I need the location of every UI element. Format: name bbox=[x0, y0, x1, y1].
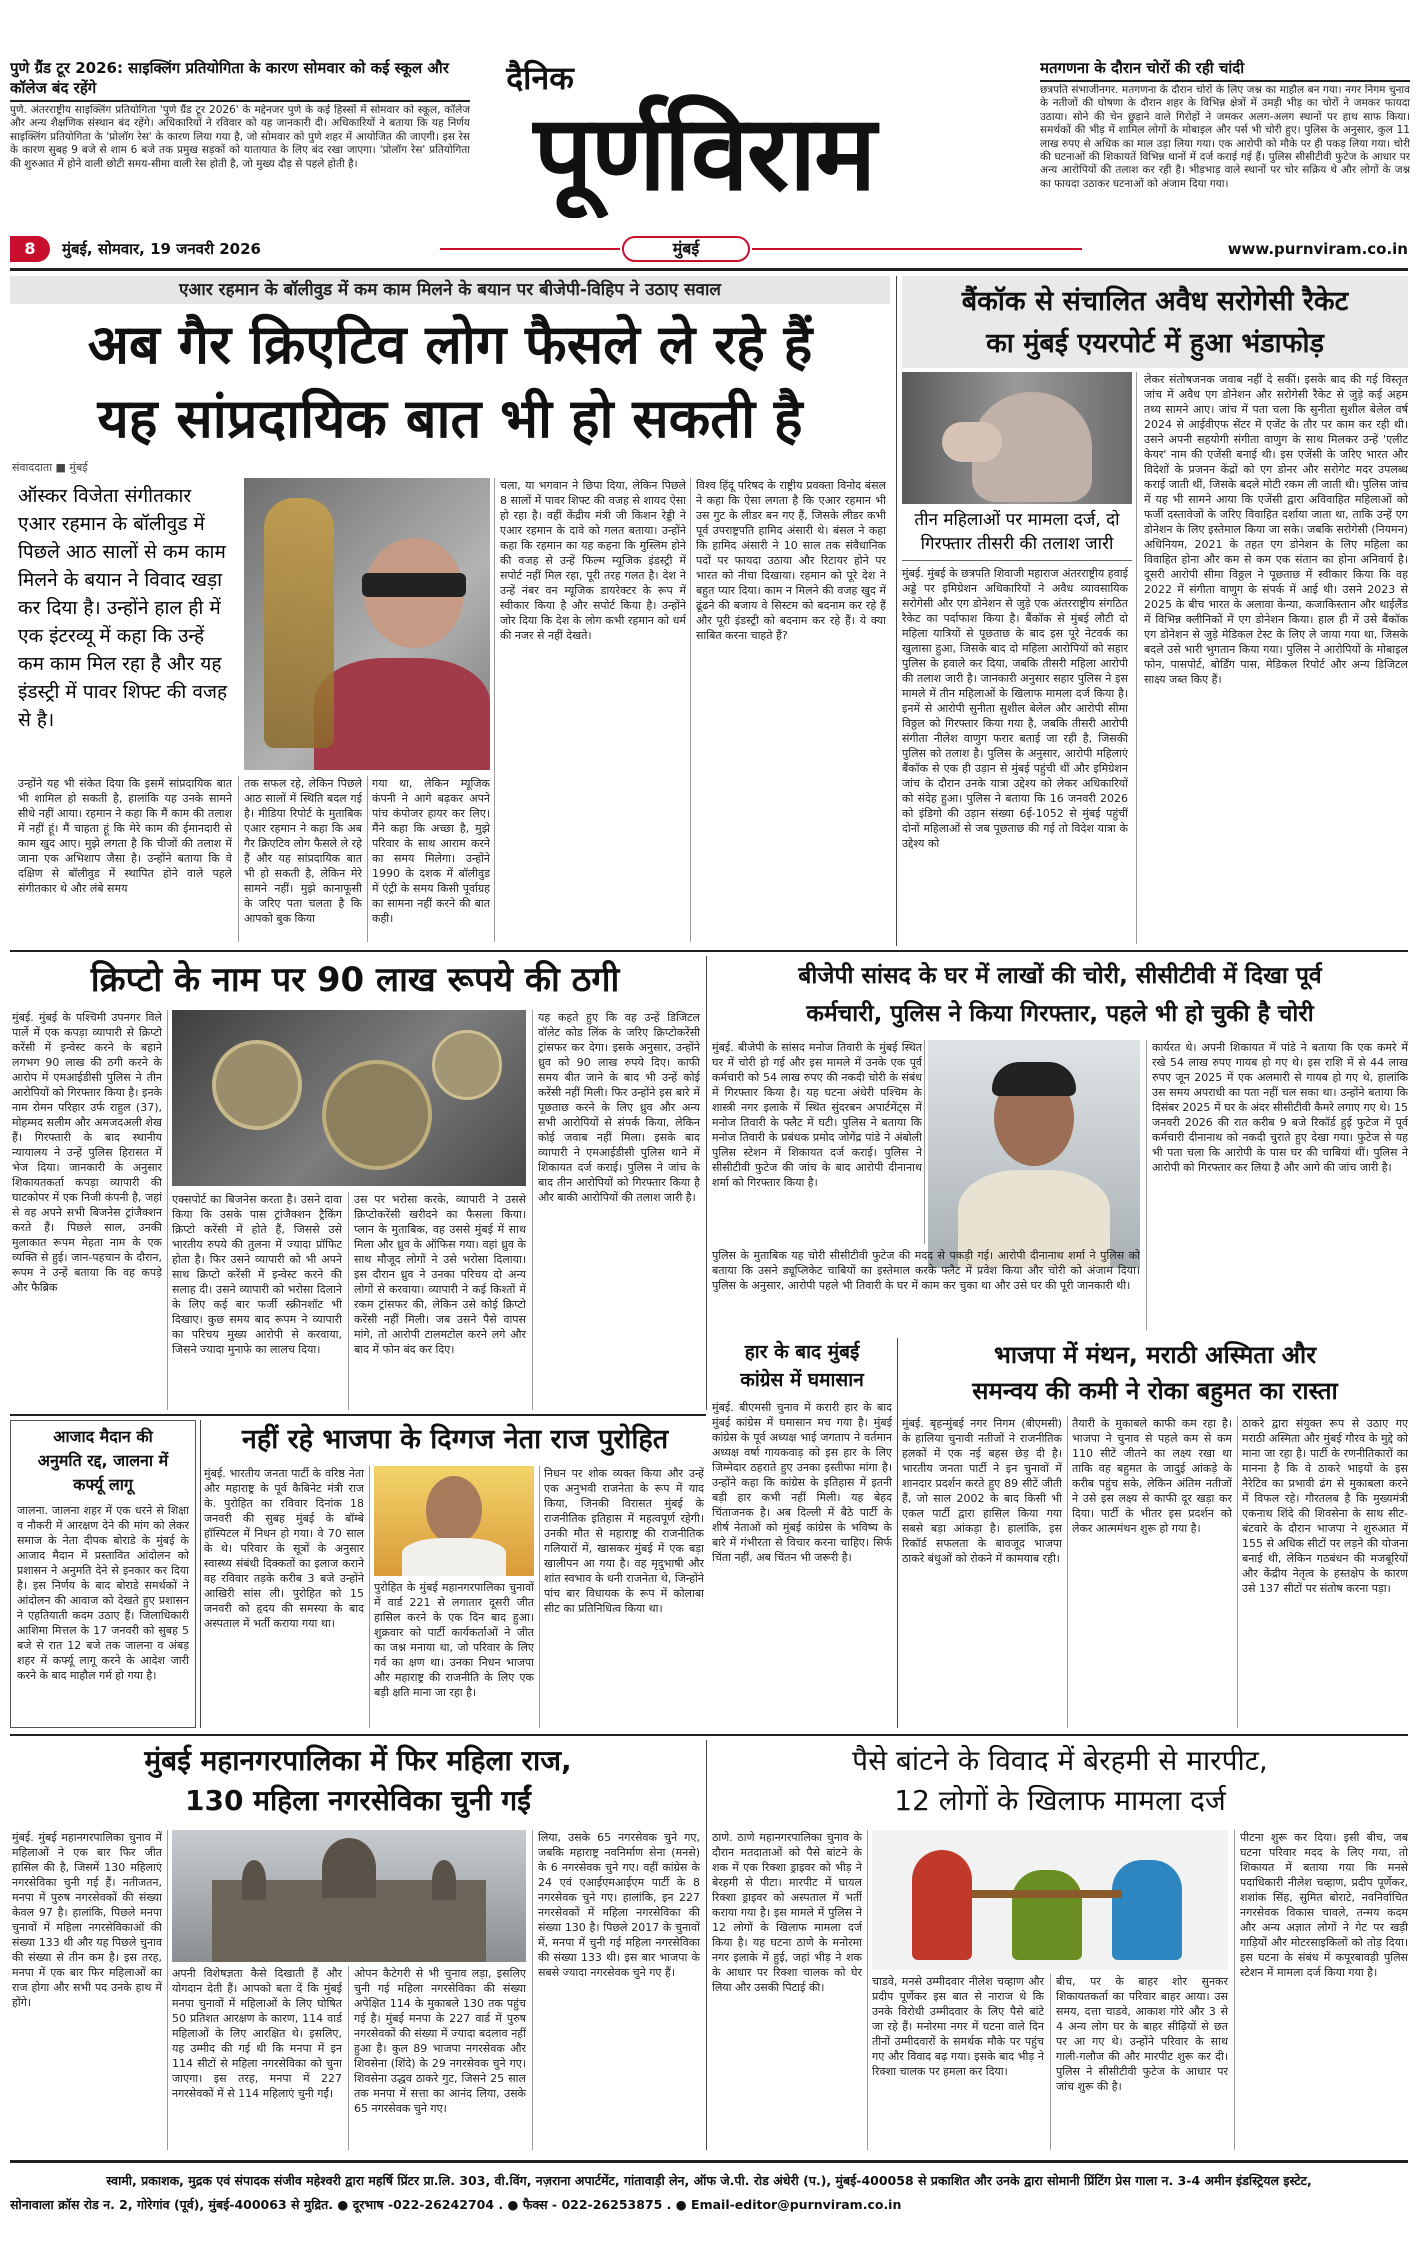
a9-col2: अपनी विशेषज्ञता कैसे दिखाती हैं और योगदान देती हैं। आपको बता दें कि मुंबई मनपा चुनावों में महिलाओं के लिए घोषित 50 प्रतिशत आरक्षण के कारण, 114 वार्ड महिलाओं के लिए आरक्षित थे। इसलिए, यह उम्मीद की गई थी कि मनपा में इन 114 सीटों से महिला नगरसेविका को चुना जाएगा। इस तरह, मनपा में 227 नगरसेवकों में से 114 महिलाएं चुनी गईं। bbox=[172, 1967, 342, 2100]
a4-photo-manoj-tiwari bbox=[928, 1040, 1140, 1268]
a4-col1: मुंबई. बीजेपी के सांसद मनोज तिवारी के मुंबई स्थित घर में चोरी हो गई और इस मामले में उनके एक पूर्व कर्मचारी को 54 लाख रुपए की नकदी चोरी के संबंध में गिरफ्तार किया है। यह घटना अंधेरी पश्चिम के शास्त्री नगर इलाके में स्थित सुंदरबन अपार्टमेंट्स में मनोज तिवारी के फ्लैट में घटी। पुलिस ने बताया कि मनोज तिवारी के प्रबंधक प्रमोद जोगेंद्र पांडे ने अंबोली पुलिस स्टेशन में शिकायत दर्ज कराई। पुलिस ने सीसीटीवी फुटेज की जांच के बाद आरोपी दीनानाथ शर्मा को गिरफ्तार किया है। bbox=[712, 1041, 922, 1189]
edition-badge bbox=[622, 236, 750, 262]
a9-headline-1: मुंबई महानगरपालिका में फिर महिला राज, bbox=[144, 1744, 572, 1777]
a6-headline-3: कर्फ्यू लागू bbox=[73, 1475, 133, 1494]
footer-imprint-line-2: सोनावाला क्रॉस रोड न. 2, गोरेगांव (पूर्व), मुंबई-400063 से मुद्रित. ● दूरभाष -022-26242704 . ● फैक्स - 022-26253875 . ● Email-editor@purnviram.co.in bbox=[10, 2197, 902, 2212]
a10-headline-2: 12 लोगों के खिलाफ मामला दर्ज bbox=[894, 1784, 1226, 1817]
page-number: 8 bbox=[24, 239, 36, 258]
a6-headline-1: आजाद मैदान की bbox=[53, 1427, 153, 1446]
a1-col5: विश्व हिंदू परिषद के राष्ट्रीय प्रवक्ता विनोद बंसल ने कहा कि ऐसा लगता है कि एआर रहमान भी उस गुट के लीडर बन गए हैं, जिसके लीडर कभी पूर्व उपराष्ट्रपति हामिद अंसारी थे। बंसल ने कहा कि हामिद अंसारी ने 10 साल तक संवैधानिक पदों पर फायदा उठाया और रिटायर होने पर भारत को नीचा दिखाया। रहमान को पूरे देश ने बहुत प्यार दिया। काम न मिलने की वजह खुद में ढूंढने की बजाय वे सिस्टम को बदनाम कर रहे हैं और पूरी इंडस्ट्री को बदनाम कर रहे हैं। ये क्या साबित करना चाहते हैं? bbox=[696, 479, 886, 642]
a4-col3: कार्यरत थे। अपनी शिकायत में पांडे ने बताया कि एक कमरे में रखे 54 लाख रुपए गायब हो गए थे। इस राशि में से 44 लाख रुपए जून 2025 में एक अलमारी से गायब हो गए थे, हालांकि उस समय अपराधी का पता नहीं चल सका था। उन्होंने बताया कि दिसंबर 2025 में घर के अंदर सीसीटीवी कैमरे लगाए गए थे। 15 जनवरी 2026 की रात करीब 9 बजे रिकॉर्ड हुई फुटेज में पूर्व कर्मचारी दीनानाथ को नकदी चुराते हुए देखा गया। फुटेज से यह भी पता चला कि आरोपी के पास घर की चाबियां थीं। पुलिस ने आरोपी को गिरफ्तार कर लिया है और आगे की जांच जारी है। bbox=[1152, 1041, 1408, 1174]
a9-photo-bmc-building bbox=[172, 1830, 526, 1962]
a1-col1: उन्होंने यह भी संकेत दिया कि इसमें सांप्रदायिक बात भी शामिल हो सकती है, हालांकि यह उनके सामने सीधे नहीं आया। रहमान ने कहा कि मैं काम की तलाश में नहीं हूं। मैं चाहता हूं कि मेरे काम की ईमानदारी से काम खुद आए। मुझे लगता है कि चीजों की तलाश में जाना एक अभिशाप जैसा है। उन्होंने बताया कि वे दक्षिण से बॉलीवुड में स्थापित होने वाले पहले संगीतकार थे और लंबे समय bbox=[18, 777, 232, 895]
edition-label: मुंबई bbox=[672, 239, 700, 258]
a2-col1: मुंबई. मुंबई के छत्रपति शिवाजी महाराज अंतरराष्ट्रीय हवाई अड्डे पर इमिग्रेशन अधिकारियों ने अवैध व्यावसायिक सरोगेसी और एग डोनेशन से जुड़े एक अंतरराष्ट्रीय संगठित रैकेट का पर्दाफाश किया है। बैंकॉक से मुंबई लौटी दो महिला यात्रियों से पूछताछ के बाद इस पूरे नेटवर्क का खुलासा हुआ, जिसके बाद दो महिला आरोपियों को सहार पुलिस के हवाले कर दिया, जबकि तीसरी महिला आरोपी की तलाश जारी है। जानकारी अनुसार सहार पुलिस ने इस मामले में तीन महिलाओं के खिलाफ मामला दर्ज किया है। इनमें से आरोपी सुनीता सुशील बेलेल और आरोपी सीमा विठ्ठल को गिरफ्तार किया गया है, जबकि तीसरी आरोपी संगीता नीलेश वाणुग फरार बताई जा रही है, जिसकी पुलिस को तलाश है। पुलिस के अनुसार, आरोपी महिलाएं बैंकॉक से एक ही उड़ान से मुंबई पहुंची थीं और इमिग्रेशन जांच के दौरान उनके यात्रा उद्देश्य को लेकर अधिकारियों को संदेह हुआ। पुलिस ने बताया कि 16 जनवरी 2026 को इंडिगो की उड़ान संख्या 6ई-1052 से मुंबई पहुंचीं दोनों महिलाओं से जब पूछताछ की गई तो विदेश यात्रा के उद्देश्य को bbox=[902, 567, 1128, 850]
a7-col2: पुरोहित के मुंबई महानगरपालिका चुनावों में वार्ड 221 से लगातार दूसरी जीत हासिल करने के एक दिन बाद हुआ। शुक्रवार को पार्टी कार्यकर्ताओं ने जीत का जश्न मनाया था, जो परिवार के लिए गर्व का क्षण था। उनका निधन भाजपा और महाराष्ट्र की राजनीति के लिए एक बड़ी क्षति माना जा रहा है। bbox=[374, 1581, 534, 1699]
a1-deck: ऑस्कर विजेता संगीतकार एआर रहमान के बॉलीवुड में पिछले आठ सालों से कम काम मिलने के बयान ने विवाद खड़ा कर दिया है। उन्होंने हाल ही में एक इंटरव्यू में कहा कि उन्हें कम काम मिल रहा है और यह इंडस्ट्री में पावर शिफ्ट की वजह से है। bbox=[18, 485, 228, 731]
a8-text: मुंबई. बीएमसी चुनाव में करारी हार के बाद मुंबई कांग्रेस में घमासान मच गया है। मुंबई कांग्रेस के पूर्व अध्यक्ष भाई जगताप ने वर्तमान अध्यक्ष वर्षा गायकवाड़ को इस हार के लिए जिम्मेदार ठहराते हुए उनका इस्तीफा मांगा है। उन्होंने कहा कि कांग्रेस के इतिहास में इतनी बड़ी हार कभी नहीं मिली। यह बेहद चिंताजनक है। अब दिल्ली में बैठे पार्टी के शीर्ष नेताओं को मुंबई कांग्रेस के भविष्य के बारे में गंभीरता से विचार करना चाहिए। सिर्फ चिंता नहीं, अब चिंतन भी जरूरी है। bbox=[712, 1401, 892, 1564]
a1-headline-2: यह सांप्रदायिक बात भी हो सकती है bbox=[97, 387, 803, 450]
a5-col3: ठाकरे द्वारा संयुक्त रूप से उठाए गए मराठी अस्मिता और मुंबई गौरव के मुद्दे को माना जा रहा है। पार्टी के रणनीतिकारों का मानना है कि वे ठाकरे भाइयों के इस नैरेटिव का प्रभावी ढंग से मुकाबला करने में विफल रहे। गौरतलब है कि मुख्यमंत्री एकनाथ शिंदे की शिवसेना के साथ सीट-बंटवारे के दौरान भाजपा ने शुरुआत में 155 से अधिक सीटों पर लड़ने की योजना बनाई थी, लेकिन गठबंधन की मजबूरियों और केंद्रीय नेतृत्व के हस्तक्षेप के कारण उसे 137 सीटों पर संतोष करना पड़ा। bbox=[1242, 1417, 1408, 1595]
a5-headline-2: समन्वय की कमी ने रोका बहुमत का रास्ता bbox=[972, 1377, 1338, 1405]
a3-headline: क्रिप्टो के नाम पर 90 लाख रूपये की ठगी bbox=[90, 960, 620, 1000]
a2-headline-box bbox=[902, 276, 1408, 368]
a3-col2: एक्सपोर्ट का बिजनेस करता है। उसने दावा किया कि उसके पास ट्रांजैक्शन ट्रैकिंग क्रिप्टो करेंसी में होते हैं, जिससे उसे भारतीय रुपये की तुलना में ज्यादा प्रॉफिट होता है। फिर उसने व्यापारी को भी अपने साथ क्रिप्टो करेंसी में इन्वेस्ट करने की सलाह दी। उसने व्यापारी को भरोसा दिलाने के लिए कई बार फर्जी स्क्रीनशॉट भी दिखाए। कुछ समय बाद रूपम ने व्यापारी का परिचय मुख्य आरोपी से करवाया, जिसने ज्यादा मुनाफे का लालच दिया। bbox=[172, 1193, 342, 1356]
a10-col2: चाडवे, मनसे उम्मीदवार नीलेश चव्हाण और प्रदीप पूर्णेकर इस बात से नाराज थे कि उनके विरोधी उम्मीदवार के लिए पैसे बांटे जा रहे हैं। मनोरमा नगर में घटना वाले दिन तीनों उम्मीदवारों के समर्थक मौके पर पहुंच गए और विवाद बढ़ गया। इसके बाद भीड़ ने रिक्शा चालक पर हमला कर दिया। bbox=[872, 1975, 1044, 2078]
a9-headline-2: 130 महिला नगरसेविका चुनी गईं bbox=[185, 1784, 531, 1817]
a5-col1: मुंबई. बृहन्मुंबई नगर निगम (बीएमसी) के हालिया चुनावी नतीजों ने राजनीतिक हलकों में एक नई बहस छेड़ दी है। भारतीय जनता पार्टी ने इन चुनावों में शानदार प्रदर्शन करते हुए 89 सीटें जीती हैं, जो साल 2002 के बाद किसी भी एकल पार्टी द्वारा हासिल किया गया सबसे बड़ा आंकड़ा है। हालांकि, इस रिकॉर्ड सफलता के बावजूद भाजपा ठाकरे बंधुओं को रोकने में कामयाब रही। bbox=[902, 1417, 1062, 1565]
logo-small: दैनिक bbox=[506, 59, 574, 97]
a9-col1: मुंबई. मुंबई महानगरपालिका चुनाव में महिलाओं ने एक बार फिर जीत हासिल की है, जिसमें 130 महिलाएं नगरसेविका चुनी गई हैं। नतीजतन, मनपा में पुरुष नगरसेवकों की संख्या केवल 97 है। हालांकि, पिछले मनपा चुनावों में महिला नगरसेविकाओं की संख्या 133 थी और यह पिछले चुनाव की संख्या से तीन कम है। इस तरह, मनपा में एक बार फिर महिलाओं का राज होगा और सभी पद उनके हाथ में होंगे। bbox=[12, 1831, 162, 2009]
a1-col4: चला, या भगवान ने छिपा दिया, लेकिन पिछले 8 सालों में पावर शिफ्ट की वजह से शायद ऐसा हो रहा है। वहीं केंद्रीय मंत्री जी किशन रेड्डी ने एआर रहमान के दावे को गलत बताया। उन्होंने कहा कि रहमान का यह कहना कि मुस्लिम होने की वजह से उन्हें फिल्म म्यूजिक इंडस्ट्री में सपोर्ट नहीं मिल रहा, पूरी तरह गलत है। देश ने उन्हें नंबर वन म्यूजिक डायरेक्टर के रूप में स्वीकार किया है और सपोर्ट किया है। उन्होंने जोर दिया कि देश के लोग कभी रहमान को धर्म की नजर से नहीं देखते। bbox=[500, 479, 686, 642]
a6-box bbox=[10, 1420, 196, 1728]
a6-headline-2: अनुमति रद्द, जालना में bbox=[37, 1451, 169, 1470]
a1-headline-1: अब गैर क्रिएटिव लोग फैसले ले रहे हैं bbox=[87, 313, 813, 376]
a7-photo-raj-purohit bbox=[374, 1466, 534, 1576]
a5-headline-1: भाजपा में मंथन, मराठी अस्मिता और bbox=[993, 1341, 1317, 1369]
a9-col3: ओपन कैटेगरी से भी चुनाव लड़ा, इसलिए चुनी गई महिला नगरसेविका की संख्या अपेक्षित 114 के मुकाबले 130 तक पहुंच गई है। मुंबई मनपा के 227 वार्ड में पुरुष नगरसेवकों की संख्या में ज्यादा बदलाव नहीं हुआ है। कुल 89 भाजपा नगरसेवक और शिवसेना (शिंदे) के 29 नगरसेवक चुने गए। शिवसेना उद्धव ठाकरे गुट, जिसने 25 साल तक मनपा में सत्ता का आनंद लिया, उसके 65 नगरसेवक चुने गए। bbox=[354, 1967, 526, 2115]
a5-col2: तैयारी के मुकाबले काफी कम रहा है। भाजपा ने चुनाव से पहले कम से कम 110 सीटें जीतने का लक्ष्य रखा था ताकि वह बहुमत के जादुई आंकड़े के करीब पहुंच सके, लेकिन अंतिम नतीजों ने उसे इस लक्ष्य से काफी दूर खड़ा कर दिया। पार्टी के भीतर इस प्रदर्शन को लेकर आत्ममंथन शुरू हो गया है। bbox=[1072, 1417, 1232, 1535]
a4-headline-1: बीजेपी सांसद के घर में लाखों की चोरी, सीसीटीवी में दिखा पूर्व bbox=[798, 963, 1322, 989]
a4-headline-2: कर्मचारी, पुलिस ने किया गिरफ्तार, पहले भी हो चुकी है चोरी bbox=[806, 1001, 1314, 1027]
a3-col4: यह कहते हुए कि वह उन्हें डिजिटल वॉलेट कोड लिंक के जरिए क्रिप्टोकरेंसी ट्रांसफर कर देगा। इसके अनुसार, उन्होंने ध्रुव को 90 लाख रुपये दिए। काफी समय बीत जाने के बाद भी उन्हें कोई करेंसी नहीं मिली। फिर उन्होंने इस बारे में पूछताछ करने के लिए ध्रुव और अन्य सभी आरोपियों से संपर्क किया, लेकिन कोई जवाब नहीं मिला। इसके बाद व्यापारी ने एमआईडीसी पुलिस थाने में शिकायत दर्ज कराई। पुलिस ने जांच के बाद तीन आरोपियों को गिरफ्तार किया है और बाकी आरोपियों की तलाश जारी है। bbox=[538, 1011, 700, 1204]
a7-headline: नहीं रहे भाजपा के दिग्गज नेता राज पुरोहित bbox=[241, 1424, 669, 1455]
dateline: मुंबई, सोमवार, 19 जनवरी 2026 bbox=[62, 240, 261, 258]
masthead-left-title: पुणे ग्रैंड टूर 2026: साइक्लिंग प्रतियोगिता के कारण सोमवार को कई स्कूल और कॉलेज बंद रहेंगे bbox=[10, 59, 449, 97]
a2-col2: लेकर संतोषजनक जवाब नहीं दे सकीं। इसके बाद की गई विस्तृत जांच में अवैध एग डोनेशन और सरोगेसी रैकेट से जुड़े कई अहम तथ्य सामने आए। जांच में पता चला कि सुनीता सुशील बेलेल वर्ष 2024 से आईवीएफ सेंटर में एजेंट के तौर पर काम कर रही थी। उसने अपनी सहयोगी संगीता वाणुग के साथ मिलकर उन्हें 'एलीट केयर' नाम की एजेंसी बनाई थी। इस एजेंसी के जरिए भारत और विदेशों के प्रजनन केंद्रों को एग डोनर और सरोगेट मदर उपलब्ध कराई जाती थीं, जिसके बदले मोटी रकम ली जाती थी। पुलिस जांच में यह भी सामने आया कि एजेंसी द्वारा अविवाहित महिलाओं को फर्जी दस्तावेजों के जरिए विवाहित दर्शाया जाता था, ताकि उन्हें एग डोनेशन के लिए इस्तेमाल किया जा सके। जबकि सरोगेसी (नियमन) अधिनियम, 2021 के तहत एग डोनेशन के लिए महिला का विवाहित होना और कम से कम एक संतान का होना अनिवार्य है। दूसरी आरोपी सीमा विठ्ठल ने पूछताछ में स्वीकार किया कि वह 2022 में संगीता वाणुग के संपर्क में आई थी। उसने 2023 से 2025 के बीच भारत के अलावा केन्या, कजाकिस्तान और थाईलैंड में विभिन्न क्लीनिकों में एग डोनेशन किया। हाल ही में उसे बैंकॉक एग डोनेशन से जुड़े मेडिकल टेस्ट के लिए ले जाया गया था, जिसके बदले उसे भारी भुगतान किया गया। पुलिस ने आरोपियों के मोबाइल फोन, पासपोर्ट, बोर्डिंग पास, मेडिकल रिपोर्ट और अन्य डिजिटल साक्ष्य जब्त किए हैं। bbox=[1144, 373, 1408, 686]
a10-col3: बीच, पर के बाहर शोर सुनकर शिकायतकर्ता का परिवार बाहर आया। उस समय, दत्ता चाडवे, आकाश गोरे और 3 से 4 अन्य लोग घर के बाहर सीढ़ियों से छत पर आ गए थे। उन्होंने परिवार के साथ गाली-गलौज की और मारपीट शुरू कर दी। पुलिस ने सीसीटीवी फुटेज के आधार पर जांच शुरू की है। bbox=[1056, 1975, 1228, 2093]
a1-col2: तक सफल रहे, लेकिन पिछले आठ सालों में स्थिति बदल गई है। मीडिया रिपोर्ट के मुताबिक एआर रहमान ने कहा कि अब गैर क्रिएटिव लोग फैसले ले रहे हैं और यह सांप्रदायिक बात भी हो सकती है, लेकिन मेरे सामने नहीं। मुझे कानाफूसी के जरिए पता चलता है कि आपको बुक किया bbox=[244, 777, 362, 925]
logo-big: पूर्णविराम bbox=[533, 92, 875, 214]
a1-col3: गया था, लेकिन म्यूजिक कंपनी ने आगे बढ़कर अपने पांच कंपोजर हायर कर लिए। मैंने कहा कि अच्छा है, मुझे परिवार के साथ आराम करने का समय मिलेगा। उन्होंने 1990 के दशक में बॉलीवुड में एंट्री के समय किसी पूर्वाग्रह का सामना नहीं करने की बात कही। bbox=[372, 777, 490, 925]
masthead-right-title: मतगणना के दौरान चोरों की रही चांदी bbox=[1040, 59, 1245, 77]
a2-headline-1: बैंकॉक से संचालित अवैध सरोगेसी रैकेट bbox=[961, 286, 1349, 317]
a4-col2: पुलिस के मुताबिक यह चोरी सीसीटीवी फुटेज की मदद से पकड़ी गई। आरोपी दीनानाथ शर्मा ने पुलिस को बताया कि उसने ड्यूप्लिकेट चाबियों का इस्तेमाल करके फ्लैट में प्रवेश किया और चोरी को अंजाम दिया। पुलिस के अनुसार, आरोपी पहले भी तिवारी के घर में काम कर चुका था और उसे घर की पूरी जानकारी थी। bbox=[712, 1249, 1140, 1292]
a3-col1: मुंबई. मुंबई के पश्चिमी उपनगर विले पार्ले में एक कपड़ा व्यापारी से क्रिप्टो करेंसी में इन्वेस्ट करने के बहाने लगभग 90 लाख की ठगी करने के आरोप में एमआईडीसी पुलिस ने तीन आरोपियों को गिरफ्तार किया है। इनके नाम रोमन परिहार उर्फ राहुल (37), मोहम्मद सलीम और अमजदअली शेख हैं। गिरफ्तारी के बाद स्थानीय न्यायालय ने उन्हें पुलिस हिरासत में भेज दिया। जानकारी के अनुसार शिकायतकर्ता कपड़ा व्यापारी की घाटकोपर में एक निजी कंपनी है, जहां से वह अपने सभी बिजनेस ट्रांजैक्शन करते हैं। पिछले साल, उनकी मुलाकात रूपम मेहता नाम के एक व्यक्ति से हुई। जान-पहचान के दौरान, रूपम ने उन्हें बताया कि वह कपड़े और फैब्रिक bbox=[12, 1011, 162, 1294]
a9-col4: लिया, उसके 65 नगरसेवक चुने गए, जबकि महाराष्ट्र नवनिर्माण सेना (मनसे) के 6 नगरसेवक चुने गए। वहीं कांग्रेस के 24 एवं एआईएमआईएम पार्टी के 8 नगरसेवक चुने गए। हालांकि, इन 227 नगरसेवकों में महिला नगरसेविका की संख्या 130 है। पिछले 2017 के चुनावों में, मनपा में चुनी गई महिला नगरसेविका की संख्या 133 थी। इस बार भाजपा के सबसे ज्यादा नगरसेवक चुने गए हैं। bbox=[538, 1831, 700, 1979]
a2-caption: तीन महिलाओं पर मामला दर्ज, दो गिरफ्तार तीसरी की तलाश जारी bbox=[914, 510, 1120, 554]
a2-headline-2: का मुंबई एयरपोर्ट में हुआ भंडाफोड़ bbox=[986, 328, 1324, 359]
a10-col1: ठाणे. ठाणे महानगरपालिका चुनाव के दौरान मतदाताओं को पैसे बांटने के शक में एक रिक्शा ड्राइवर को भीड़ ने बेरहमी से पीटा। मारपीट में घायल रिक्शा ड्राइवर को अस्पताल में भर्ती कराया गया है। इस मामले में पुलिस ने 12 लोगों के खिलाफ मामला दर्ज किया है। यह घटना ठाणे के मनोरमा नगर इलाके में हुई, जहां भीड़ ने शक के आधार पर रिक्शा चालक को घेर लिया और उसकी पिटाई की। bbox=[712, 1831, 862, 1994]
a10-col4: पीटना शुरू कर दिया। इसी बीच, जब घटना परिवार मदद के लिए गया, तो शिकायत में बताया गया कि मनसे पदाधिकारी नीलेश चव्हाण, प्रदीप पूर्णेकर, शशांक सिंह, सुमित बोराटे, नवनिर्वाचित नगरसेवक विकास चावले, तन्मय कदम और अन्य अज्ञात लोगों ने गेट पर खड़ी गाड़ियों और मोटरसाइकिलों को तोड़ दिया। इस घटना के संबंध में कपूरबावड़ी पुलिस स्टेशन में मामला दर्ज किया गया है। bbox=[1240, 1831, 1408, 1979]
a10-illustration-assault bbox=[872, 1830, 1228, 1970]
a8-headline-1: हार के बाद मुंबई bbox=[744, 1341, 860, 1363]
footer-imprint-line-1: स्वामी, प्रकाशक, मुद्रक एवं संपादक संजीव महेश्वरी द्वारा महर्षि प्रिंटर प्रा.लि. 303, वी.विंग, नज़राना अपार्टमेंट, गांतावाड़ी लेन, ऑफ जे.पी. रोड अंधेरी (प.), मुंबई-400058 से प्रकाशित और उनके द्वारा सोमानी प्रिंटिंग प्रेस गाला न. 3-4 अमीन इंडस्ट्रियल इस्टेट, bbox=[106, 2173, 1312, 2188]
a7-col1: मुंबई. भारतीय जनता पार्टी के वरिष्ठ नेता और महाराष्ट्र के पूर्व कैबिनेट मंत्री राज के. पुरोहित का रविवार दिनांक 18 जनवरी की सुबह मुंबई के बॉम्बे हॉस्पिटल में निधन हो गया। वे 70 साल के थे। परिवार के सूत्रों के अनुसार स्वास्थ्य संबंधी दिक्कतों का इलाज कराने वह रविवार तड़के करीब 3 बजे उन्होंने आखिरी सांस ली। पुरोहित को 15 जनवरी को हृदय की समस्या के बाद अस्पताल में भर्ती कराया गया था। bbox=[204, 1467, 364, 1630]
page-number-badge bbox=[10, 236, 50, 262]
a6-text: जालना. जालना शहर में एक धरने से शिक्षा व नौकरी में आरक्षण देने की मांग को लेकर समाज के नेता दीपक बोराडे के मुंबई के आजाद मैदान में प्रस्तावित आंदोलन को प्रशासन ने अनुमति देने से इनकार कर दिया है। इस निर्णय के बाद बोराडे समर्थकों ने आंदोलन की आवाज को देखते हुए प्रशासन ने एहतियाती कदम उठाए हैं। जिलाधिकारी आशिमा मित्तल के 17 जनवरी को सुबह 5 बजे से रात 12 बजे तक जालना व अंबड़ शहर में कर्फ्यू लागू करने के आदेश जारी करने के बाद माहौल गर्म हो गया है। bbox=[17, 1504, 189, 1682]
a10-headline-1: पैसे बांटने के विवाद में बेरहमी से मारपीट, bbox=[852, 1744, 1268, 1777]
masthead-right-text: छत्रपति संभाजीनगर. मतगणना के दौरान चोरों के लिए जश्न का माहौल बन गया। नगर निगम चुनाव के नतीजों की घोषणा के दौरान शहर के विभिन्न क्षेत्रों में उमड़ी भीड़ का चोरों ने जमकर फायदा उठाया। सोने की चेन छुड़ाने वाले गिरोहों ने जमकर अलग-अलग स्थानों पर हाथ साफ किया। समर्थकों की भीड़ में शामिल लोगों के मोबाइल और पर्स भी चोरी हुए। पुलिस के अनुसार, कुल 11 लाख रुपए से अधिक का माल उड़ा लिया गया। एक आरोपी को मौके पर ही पकड़ लिया गया। चोरी की घटनाओं की शिकायतें विभिन्न थानों में दर्ज कराई गई हैं। पुलिस सीसीटीवी फुटेज के आधार पर अन्य आरोपियों की तलाश कर रही है। भीड़भाड़ वाले स्थानों पर चोर सक्रिय थे और लोगों के जश्न का फायदा उठाकर घटनाओं को अंजाम दिया गया। bbox=[1040, 84, 1410, 190]
a8-headline-2: कांग्रेस में घमासान bbox=[740, 1369, 864, 1391]
a2-photo-pregnancy bbox=[902, 372, 1132, 504]
dateline-bar bbox=[10, 236, 1408, 262]
a3-col3: उस पर भरोसा करके, व्यापारी ने उससे क्रिप्टोकरेंसी खरीदने का फैसला किया। प्लान के मुताबिक, वह उससे मुंबई में साथ मिला और ध्रुव के ऑफिस गया। वहां ध्रुव के साथ मौजूद लोगों ने उसे भरोसा दिलाया। इस दौरान ध्रुव ने उनका परिचय दो अन्य लोगों से करवाया। व्यापारी ने कई किश्तों में रकम ट्रांसफर की, लेकिन उसे कोई क्रिप्टो करेंसी नहीं मिली। जब उसने पैसे वापस मांगे, तो आरोपी टालमटोल करने लगे और बाद में फोन बंद कर दिए। bbox=[354, 1193, 526, 1356]
logo bbox=[470, 52, 940, 228]
masthead-left-text: पुणे. अंतरराष्ट्रीय साइक्लिंग प्रतियोगिता 'पुणे ग्रैंड टूर 2026' के मद्देनजर पुणे के कई हिस्सों में सोमवार को स्कूल, कॉलेज और अन्य शैक्षणिक संस्थान बंद रहेंगे। अधिकारियों ने रविवार को यह जानकारी दी। अधिकारियों ने बताया कि यह निर्णय साइक्लिंग प्रतियोगिता के 'प्रोलॉग रेस' के कारण लिया गया है, जो सोमवार को पुणे शहर में आयोजित की जाएगी। इस रेस के कारण सुबह 9 बजे से शाम 6 बजे तक प्रमुख सड़कों को यातायात के लिए बंद रखा जाएगा। 'प्रोलॉग रेस' प्रतियोगिता की शुरुआत में होने वाली छोटी समय-सीमा वाली रेस होती है, जो मुख्य दौड़ से पहले होती है। bbox=[10, 104, 470, 170]
website[interactable]: www.purnviram.co.in bbox=[1227, 240, 1408, 258]
a1-byline: संवाददाता ■ मुंबई bbox=[12, 461, 88, 474]
a3-photo-bitcoin bbox=[172, 1010, 526, 1186]
a1-kicker: एआर रहमान के बॉलीवुड में कम काम मिलने के बयान पर बीजेपी-विहिप ने उठाए सवाल bbox=[10, 276, 890, 304]
a1-photo-ar-rahman bbox=[244, 478, 490, 770]
a7-col3: निधन पर शोक व्यक्त किया और उन्हें एक अनुभवी राजनेता के रूप में याद किया, जिनकी विरासत मुंबई के राजनीतिक इतिहास में महत्वपूर्ण रहेगी। उनकी मौत से महाराष्ट्र की राजनीतिक गलियारों में, खासकर मुंबई में एक बड़ा खालीपन आ गया है। वह मृदुभाषी और शांत स्वभाव के धनी राजनेता थे, जिन्होंने पांच बार विधायक के रूप में कोलाबा सीट का प्रतिनिधित्व किया था। bbox=[544, 1467, 704, 1615]
